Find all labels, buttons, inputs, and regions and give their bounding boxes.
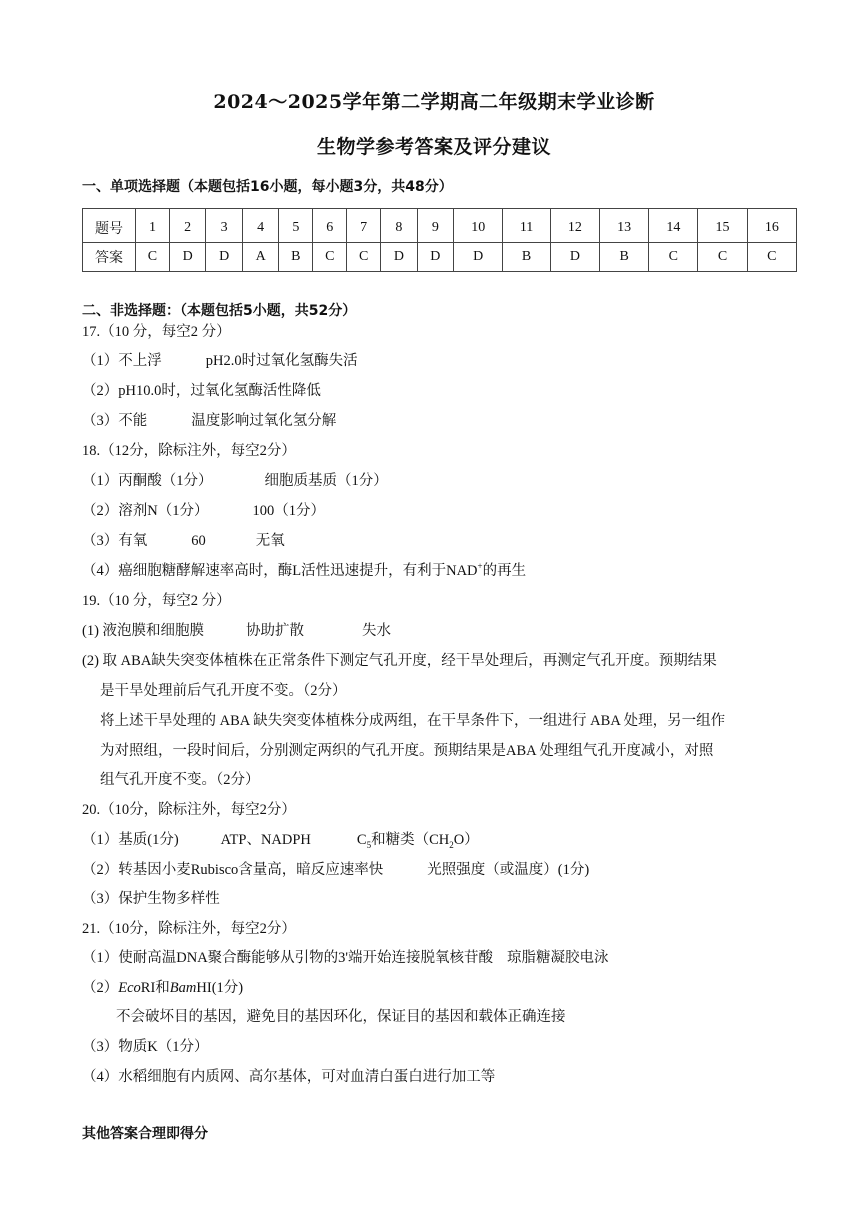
answer-table-number-row — [83, 209, 797, 243]
question-number: 16 — [747, 209, 796, 243]
question-number: 3 — [206, 209, 242, 243]
answer-cell: D — [169, 243, 205, 272]
answer-cell: D — [381, 243, 417, 272]
answer-text: 琼脂糖凝胶电泳 — [507, 950, 609, 966]
answer-number: （4） — [82, 1069, 119, 1085]
page-subtitle: 生物学参考答案及评分建议 — [316, 136, 551, 158]
answer-cell: C — [347, 243, 381, 272]
answer-text: 和糖类（CH — [371, 832, 450, 848]
answer-text: pH2.0时过氧化氢酶失活 — [205, 353, 358, 369]
answer-cell: C — [747, 243, 796, 272]
q21-answer-2-line2: 不会破坏目的基因，避免目的基因环化，保证目的基因和载体正确连接 — [116, 1009, 566, 1025]
question-number: 15 — [698, 209, 747, 243]
q20-answer-1 — [82, 828, 479, 850]
answer-text: 不上浮 — [118, 353, 162, 369]
page-title: 2024～2025学年第二学期高二年级期末学业诊断 — [213, 91, 655, 113]
answer-text: RI和 — [140, 980, 170, 996]
answer-text: 保护生物多样性 — [118, 891, 220, 907]
answer-cell: D — [206, 243, 242, 272]
answer-cell: B — [600, 243, 649, 272]
answer-text: 协助扩散 — [246, 623, 305, 639]
answer-number: （1） — [82, 832, 119, 848]
answer-cell: B — [279, 243, 313, 272]
q19-answer-1 — [82, 619, 391, 640]
question-number: 6 — [313, 209, 347, 243]
q20-answer-3 — [82, 887, 220, 908]
answer-text: 有氧 — [118, 533, 148, 549]
question-number: 5 — [279, 209, 313, 243]
section2-heading: 二、非选择题：（本题包括5小题，共52分） — [82, 303, 357, 319]
answer-text: 水稻细胞有内质网、高尔基体，可对血清白蛋白进行加工等 — [118, 1069, 496, 1085]
q17-answer-1 — [82, 349, 358, 370]
answer-text: 取 ABA缺失突变体植株在正常条件下测定气孔开度，经干旱处理后，再测定气孔开度。预期结果 — [102, 653, 717, 669]
q19-heading: 19.（10 分，每空2 分） — [82, 593, 231, 609]
answer-number: （3） — [82, 891, 119, 907]
answer-text: 基质(1分) — [118, 832, 179, 848]
q17-answer-2 — [82, 379, 321, 400]
answer-number: （1） — [82, 950, 119, 966]
q17-heading: 17.（10 分，每空2 分） — [82, 324, 231, 340]
q19-answer-2-line3: 将上述干旱处理的 ABA 缺失突变体植株分成两组，在干旱条件下，一组进行 ABA 处理，另一组作 — [100, 713, 726, 729]
q21-answer-1 — [82, 946, 609, 967]
answer-text: 转基因小麦Rubisco含量高，暗反应速率快 — [118, 862, 384, 878]
answer-text: HI(1分) — [196, 980, 244, 996]
q18-answer-1 — [82, 469, 388, 490]
answer-cell: C — [649, 243, 698, 272]
answer-text: 100（1分） — [252, 503, 325, 519]
answer-cell: B — [503, 243, 551, 272]
answer-number: （1） — [82, 353, 119, 369]
answer-text: 液泡膜和细胞膜 — [102, 623, 205, 639]
answer-number: （3） — [82, 533, 119, 549]
question-number: 9 — [417, 209, 453, 243]
answer-number: （3） — [82, 413, 119, 429]
answer-text: 不能 — [118, 413, 148, 429]
question-number: 10 — [454, 209, 503, 243]
q18-heading: 18.（12分，除标注外，每空2分） — [82, 443, 296, 459]
q19-answer-2 — [82, 649, 717, 670]
answer-text: 温度影响过氧化氢分解 — [191, 413, 337, 429]
answer-text: C — [356, 832, 367, 848]
q19-answer-2-line2: 是干旱处理前后气孔开度不变。（2分） — [100, 683, 347, 699]
question-number: 11 — [503, 209, 551, 243]
answer-text: 失水 — [362, 623, 392, 639]
answer-text: 物质K（1分） — [118, 1039, 209, 1055]
answer-number: （2） — [82, 383, 119, 399]
enzyme-name: Eco — [118, 980, 141, 996]
answer-cell: C — [698, 243, 747, 272]
q17-answer-3 — [82, 409, 336, 430]
answer-text: 60 — [191, 533, 206, 549]
answer-cell: C — [313, 243, 347, 272]
answer-number: （2） — [82, 862, 119, 878]
answer-text: 丙酮酸（1分） — [118, 473, 213, 489]
answer-number: （3） — [82, 1039, 119, 1055]
answer-text: 使耐高温DNA聚合酶能够从引物的3'端开始连接脱氧核苷酸 — [118, 950, 494, 966]
q20-answer-2 — [82, 858, 589, 879]
section1-heading: 一、单项选择题（本题包括16小题，每小题3分，共48分） — [82, 179, 453, 195]
answer-cell: D — [454, 243, 503, 272]
q21-heading: 21.（10分，除标注外，每空2分） — [82, 921, 296, 937]
answer-text: pH10.0时，过氧化氢酶活性降低 — [118, 383, 321, 399]
answer-number: (2) — [82, 653, 99, 669]
q20-heading: 20.（10分，除标注外，每空2分） — [82, 802, 296, 818]
answer-cell: C — [136, 243, 170, 272]
q21-answer-4 — [82, 1065, 495, 1086]
question-number: 2 — [169, 209, 205, 243]
question-number: 1 — [136, 209, 170, 243]
q19-answer-2-line4: 为对照组，一段时间后，分别测定两织的气孔开度。预期结果是ABA 处理组气孔开度减小，对照 — [100, 743, 714, 759]
subscript: 5 — [366, 839, 372, 850]
answer-cell: D — [417, 243, 453, 272]
answer-table — [82, 208, 797, 272]
question-number: 7 — [347, 209, 381, 243]
subscript: 2 — [449, 839, 454, 850]
answer-text: 溶剂N（1分） — [118, 503, 209, 519]
question-number: 14 — [649, 209, 698, 243]
row-label-answer: 答案 — [83, 243, 136, 272]
enzyme-name: Bam — [169, 980, 197, 996]
q18-answer-3 — [82, 529, 285, 550]
row-label-number: 题号 — [83, 209, 136, 243]
answer-number: （1） — [82, 473, 119, 489]
answer-text: 癌细胞糖酵解速率高时，酶L活性迅速提升，有利于NAD — [118, 563, 478, 579]
answer-text: O） — [453, 832, 479, 848]
answer-number: （2） — [82, 980, 119, 996]
answer-cell: A — [242, 243, 278, 272]
answer-text: 光照强度（或温度）(1分) — [427, 862, 590, 878]
answer-text: 无氧 — [255, 533, 285, 549]
answer-number: (1) — [82, 623, 99, 639]
question-number: 8 — [381, 209, 417, 243]
answer-text: ATP、NADPH — [220, 832, 311, 848]
question-number: 12 — [550, 209, 599, 243]
answer-text: 细胞质基质（1分） — [264, 473, 388, 489]
answer-table-answer-row — [83, 243, 797, 272]
question-number: 4 — [242, 209, 278, 243]
answer-number: （4） — [82, 563, 119, 579]
answer-text: 的再生 — [482, 563, 527, 579]
q19-answer-2-line5: 组气孔开度不变。（2分） — [100, 772, 260, 788]
q21-answer-3 — [82, 1035, 208, 1056]
q18-answer-2 — [82, 499, 325, 520]
q21-answer-2 — [82, 976, 243, 997]
q18-answer-4 — [82, 559, 526, 580]
superscript: + — [477, 561, 483, 572]
answer-cell: D — [550, 243, 599, 272]
question-number: 13 — [600, 209, 649, 243]
answer-number: （2） — [82, 503, 119, 519]
footer-note: 其他答案合理即得分 — [82, 1126, 208, 1142]
